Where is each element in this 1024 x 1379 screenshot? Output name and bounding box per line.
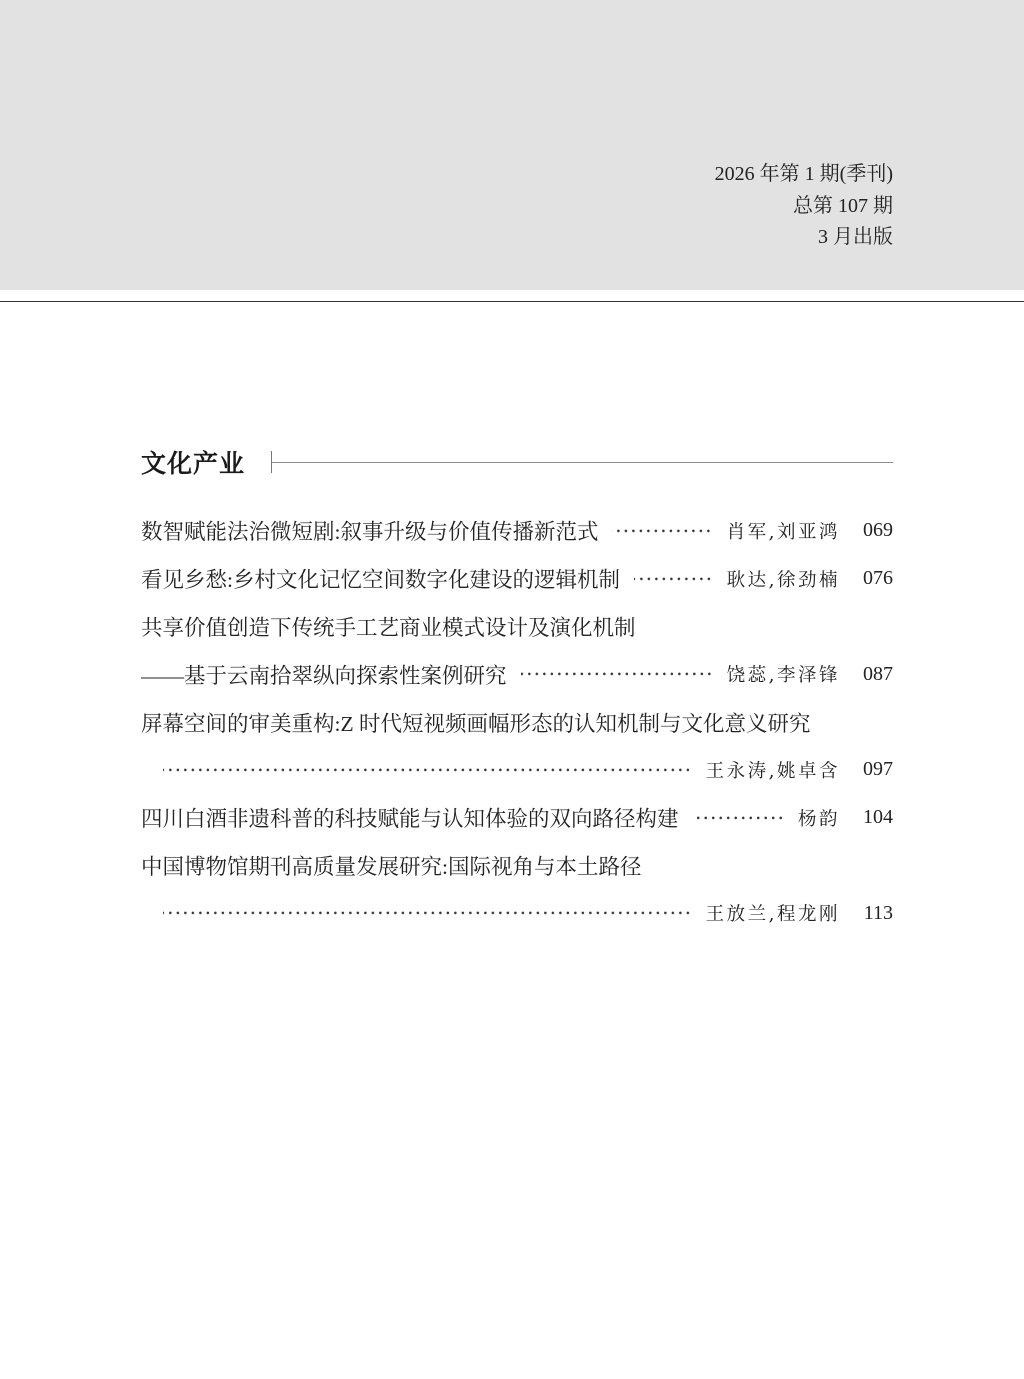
entry-page: 097 [863,758,893,781]
dot-leader [634,555,713,603]
entry-authors: 耿达,徐劲楠 [726,569,840,591]
dot-leader [163,889,692,937]
toc-entry-title-line [141,842,893,890]
issue-info [715,159,893,254]
section-title: 文化产业 [141,450,246,478]
entry-title: 数智赋能法治微短剧:叙事升级与价值传播新范式 [141,520,599,545]
entry-authors: 王放兰,程龙刚 [705,904,840,926]
toc-list [141,507,893,937]
entry-authors: 杨韵 [797,808,840,830]
entry-page: 076 [863,567,893,590]
toc-entry [141,794,893,842]
entry-page: 113 [863,901,893,924]
entry-title: 四川白酒非遗科普的科技赋能与认知体验的双向路径构建 [141,807,679,832]
entry-title: 中国博物馆期刊高质量发展研究:国际视角与本土路径 [141,854,642,879]
toc-entry [141,555,893,603]
entry-authors: 饶蕊,李泽锋 [726,665,840,687]
header-band [0,0,1024,290]
total-issue: 总第 107 期 [793,194,893,217]
dot-leader [163,746,692,794]
dot-leader [693,794,784,842]
toc-entry [141,650,893,698]
entry-subtitle: ——基于云南拾翠纵向探索性案例研究 [141,663,507,688]
dot-leader [612,507,712,555]
entry-page: 104 [863,806,893,829]
issue-line: 2026 年第 1 期(季刊) [714,163,893,185]
entry-title: 看见乡愁:乡村文化记忆空间数字化建设的逻辑机制 [141,568,620,593]
toc-entry-title-line [141,603,893,651]
section-header [141,447,893,477]
entry-title: 屏幕空间的审美重构:Z 时代短视频画幅形态的认知机制与文化意义研究 [141,711,811,736]
publish-month: 3 月出版 [818,226,893,248]
toc-entry [141,746,893,794]
dot-leader [521,650,713,698]
entry-page: 069 [863,519,893,542]
entry-title: 共享价值创造下传统手工艺商业模式设计及演化机制 [141,615,636,640]
toc-entry [141,889,893,937]
entry-authors: 王永涛,姚卓含 [705,760,840,782]
header-divider [0,301,1024,302]
toc-entry-title-line [141,698,893,746]
entry-page: 087 [863,662,893,685]
toc-entry [141,507,893,555]
entry-authors: 肖军,刘亚鸿 [726,521,840,543]
section-rule [271,451,893,473]
